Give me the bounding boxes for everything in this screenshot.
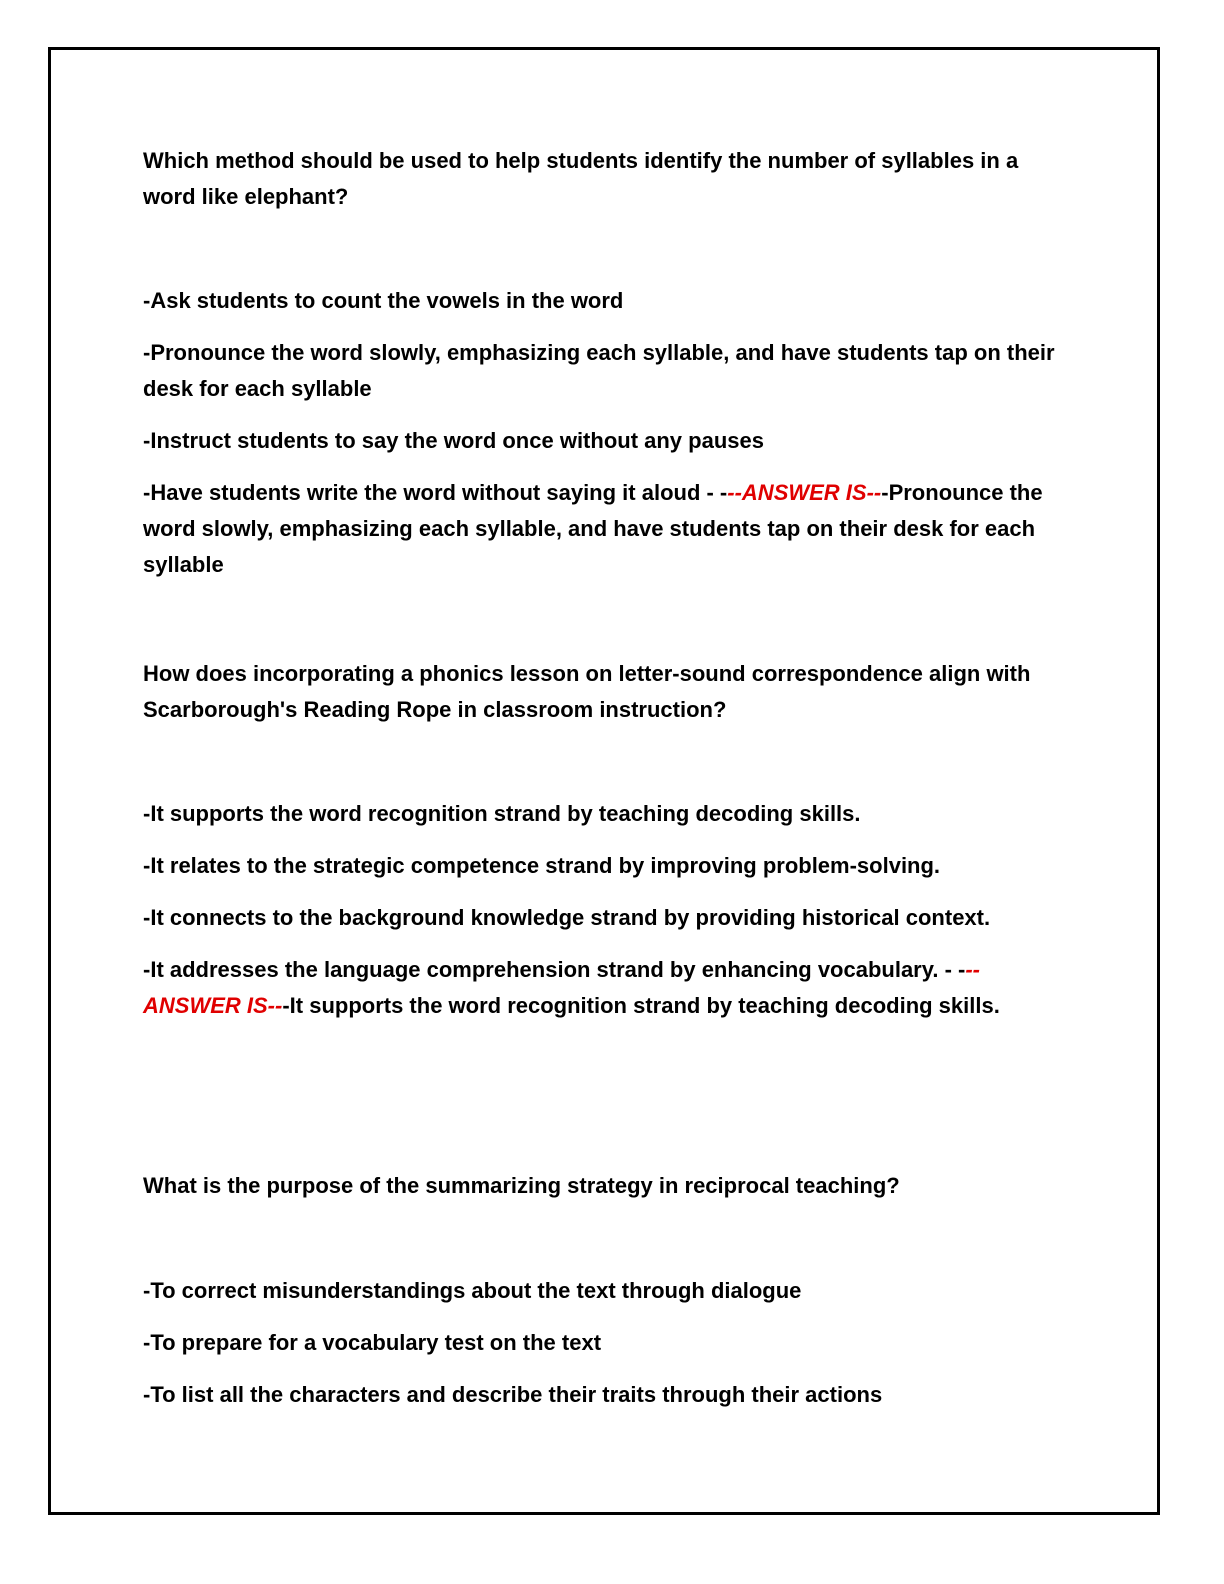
question-1: Which method should be used to help students identify the number of syllables in a word like elephant?: [143, 148, 1019, 209]
question-2-option-4-with-answer: [143, 952, 1073, 1024]
question-1-options: [143, 283, 1073, 583]
question-3-option-2: -To prepare for a vocabulary test on the text: [143, 1330, 602, 1355]
question-1-option-1: -Ask students to count the vowels in the word: [143, 288, 624, 313]
question-2: How does incorporating a phonics lesson on letter-sound correspondence align with Scarborough's Reading Rope in classroom instruction?: [143, 661, 1031, 722]
question-3-options: [143, 1273, 1073, 1413]
question-2-options: [143, 796, 1073, 1024]
question-2-answer-text: -It supports the word recognition strand by teaching decoding skills.: [282, 993, 1000, 1018]
question-1-answer-text: -Pronounce the word slowly, emphasizing each syllable, and have students tap on their desk for each syllable: [143, 480, 1043, 577]
question-1-option-2: -Pronounce the word slowly, emphasizing each syllable, and have students tap on their desk for each syllable: [143, 340, 1055, 401]
question-2-option-4: -It addresses the language comprehension strand by enhancing vocabulary. - -: [143, 957, 966, 982]
question-1-option-4: -Have students write the word without saying it aloud - -: [143, 480, 728, 505]
question-2-option-1: -It supports the word recognition strand by teaching decoding skills.: [143, 801, 861, 826]
question-1-answer-label: --ANSWER IS--: [727, 480, 882, 505]
question-3-option-3: -To list all the characters and describe their traits through their actions: [143, 1382, 883, 1407]
question-2-option-2: -It relates to the strategic competence strand by improving problem-solving.: [143, 853, 941, 878]
question-3: What is the purpose of the summarizing strategy in reciprocal teaching?: [143, 1173, 900, 1198]
question-2-answer-label: --ANSWER IS--: [143, 957, 980, 1018]
question-1-option-3: -Instruct students to say the word once without any pauses: [143, 428, 764, 453]
question-2-option-3: -It connects to the background knowledge strand by providing historical context.: [143, 905, 991, 930]
question-3-option-1: -To correct misunderstandings about the text through dialogue: [143, 1278, 802, 1303]
question-1-option-4-with-answer: [143, 475, 1073, 583]
